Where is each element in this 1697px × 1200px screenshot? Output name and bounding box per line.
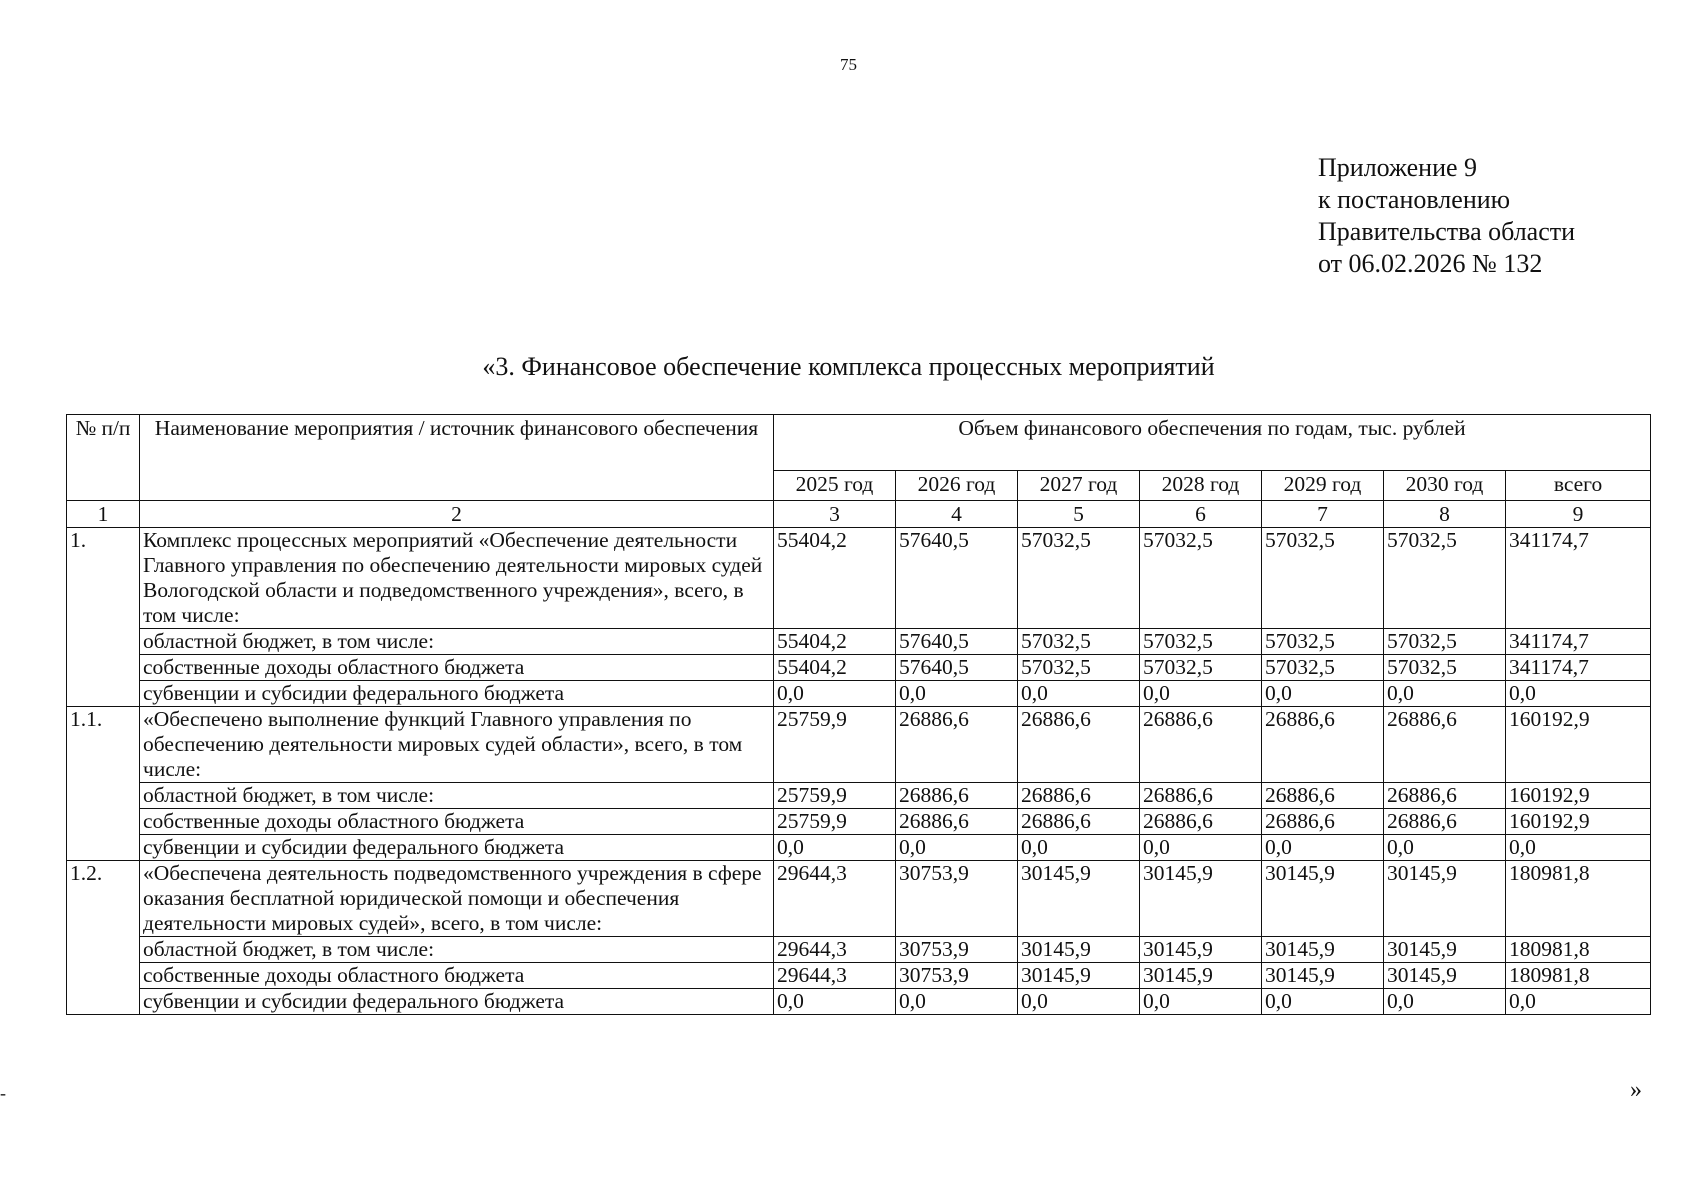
row-year-value: 30145,9	[1140, 937, 1262, 963]
row-year-value: 0,0	[1262, 835, 1384, 861]
row-name: субвенции и субсидии федерального бюджета	[140, 681, 774, 707]
row-year-value: 57032,5	[1018, 655, 1140, 681]
row-name: «Обеспечено выполнение функций Главного управления по обеспечению деятельности мировых судей области», всего, в том числе:	[140, 707, 774, 783]
header-total: всего	[1506, 471, 1651, 501]
row-year-value: 29644,3	[774, 937, 896, 963]
row-year-value: 0,0	[1140, 989, 1262, 1015]
row-year-value: 55404,2	[774, 528, 896, 629]
closing-quote: »	[1630, 1077, 1642, 1103]
header-num: № п/п	[67, 415, 140, 501]
margin-mark: -	[0, 1083, 6, 1103]
row-year-value: 30753,9	[896, 963, 1018, 989]
column-number: 5	[1018, 501, 1140, 528]
row-total-value: 160192,9	[1506, 707, 1651, 783]
table-row-source	[67, 681, 1651, 707]
header-volume: Объем финансового обеспечения по годам, тыс. рублей	[774, 415, 1651, 471]
row-year-value: 57032,5	[1140, 655, 1262, 681]
row-year-value: 0,0	[1140, 681, 1262, 707]
appendix-line: к постановлению	[1318, 185, 1511, 214]
column-number: 3	[774, 501, 896, 528]
row-total-value: 341174,7	[1506, 528, 1651, 629]
row-total-value: 341174,7	[1506, 655, 1651, 681]
row-year-value: 57032,5	[1384, 655, 1506, 681]
row-year-value: 26886,6	[896, 783, 1018, 809]
row-year-value: 26886,6	[1140, 707, 1262, 783]
row-year-value: 0,0	[1262, 989, 1384, 1015]
row-name: субвенции и субсидии федерального бюджета	[140, 989, 774, 1015]
column-number: 2	[140, 501, 774, 528]
row-year-value: 55404,2	[774, 655, 896, 681]
row-year-value: 57032,5	[1140, 528, 1262, 629]
row-total-value: 0,0	[1506, 989, 1651, 1015]
row-year-value: 26886,6	[1384, 783, 1506, 809]
row-year-value: 0,0	[1262, 681, 1384, 707]
row-year-value: 0,0	[1384, 989, 1506, 1015]
row-total-value: 160192,9	[1506, 783, 1651, 809]
appendix-line: от 06.02.2026 № 132	[1318, 249, 1543, 278]
row-year-value: 30145,9	[1262, 937, 1384, 963]
row-year-value: 29644,3	[774, 963, 896, 989]
row-year-value: 55404,2	[774, 629, 896, 655]
row-name: субвенции и субсидии федерального бюджета	[140, 835, 774, 861]
row-total-value: 180981,8	[1506, 861, 1651, 937]
row-name: собственные доходы областного бюджета	[140, 655, 774, 681]
row-year-value: 0,0	[1018, 989, 1140, 1015]
column-number: 9	[1506, 501, 1651, 528]
row-year-value: 26886,6	[1262, 783, 1384, 809]
row-year-value: 26886,6	[1018, 809, 1140, 835]
table-row-source	[67, 835, 1651, 861]
row-year-value: 25759,9	[774, 809, 896, 835]
header-year: 2030 год	[1384, 471, 1506, 501]
row-year-value: 0,0	[774, 681, 896, 707]
row-year-value: 0,0	[1384, 681, 1506, 707]
table-row-source	[67, 937, 1651, 963]
row-year-value: 57032,5	[1140, 629, 1262, 655]
row-year-value: 26886,6	[1018, 707, 1140, 783]
row-year-value: 29644,3	[774, 861, 896, 937]
table-row-source	[67, 809, 1651, 835]
column-number: 4	[896, 501, 1018, 528]
row-year-value: 26886,6	[896, 809, 1018, 835]
row-year-value: 30145,9	[1262, 861, 1384, 937]
row-year-value: 57032,5	[1262, 629, 1384, 655]
header-year: 2028 год	[1140, 471, 1262, 501]
table-row-main	[67, 861, 1651, 937]
row-year-value: 30753,9	[896, 937, 1018, 963]
row-year-value: 57640,5	[896, 528, 1018, 629]
row-name: собственные доходы областного бюджета	[140, 809, 774, 835]
row-year-value: 57032,5	[1018, 629, 1140, 655]
table-row-main	[67, 707, 1651, 783]
row-year-value: 25759,9	[774, 783, 896, 809]
row-total-value: 160192,9	[1506, 809, 1651, 835]
row-index: 1.2.	[67, 861, 140, 1015]
table-row-source	[67, 963, 1651, 989]
header-year: 2027 год	[1018, 471, 1140, 501]
row-year-value: 0,0	[774, 835, 896, 861]
table-row-source	[67, 989, 1651, 1015]
row-year-value: 57640,5	[896, 629, 1018, 655]
row-year-value: 0,0	[1018, 681, 1140, 707]
row-year-value: 30145,9	[1140, 861, 1262, 937]
row-year-value: 30145,9	[1384, 963, 1506, 989]
row-year-value: 26886,6	[1140, 783, 1262, 809]
row-name: Комплекс процессных мероприятий «Обеспечение деятельности Главного управления по обеспечению деятельности мировых судей Вологодской области и подведомственного учреждения», всего, в том числе:	[140, 528, 774, 629]
table-row-source	[67, 655, 1651, 681]
row-year-value: 57032,5	[1262, 655, 1384, 681]
row-year-value: 30145,9	[1262, 963, 1384, 989]
row-year-value: 30145,9	[1140, 963, 1262, 989]
row-year-value: 0,0	[896, 835, 1018, 861]
financing-table	[66, 414, 1651, 1015]
row-year-value: 26886,6	[1384, 809, 1506, 835]
row-total-value: 341174,7	[1506, 629, 1651, 655]
page-number: 75	[840, 55, 857, 74]
row-year-value: 26886,6	[1262, 809, 1384, 835]
row-index: 1.	[67, 528, 140, 707]
table-row-main	[67, 528, 1651, 629]
row-total-value: 180981,8	[1506, 937, 1651, 963]
header-name: Наименование мероприятия / источник финансового обеспечения	[140, 415, 774, 501]
row-name: собственные доходы областного бюджета	[140, 963, 774, 989]
row-total-value: 180981,8	[1506, 963, 1651, 989]
column-numbers-row	[67, 501, 1651, 528]
row-year-value: 57640,5	[896, 655, 1018, 681]
row-total-value: 0,0	[1506, 835, 1651, 861]
column-number: 7	[1262, 501, 1384, 528]
column-number: 6	[1140, 501, 1262, 528]
column-number: 1	[67, 501, 140, 528]
row-year-value: 25759,9	[774, 707, 896, 783]
row-total-value: 0,0	[1506, 681, 1651, 707]
row-year-value: 26886,6	[1018, 783, 1140, 809]
row-year-value: 26886,6	[1262, 707, 1384, 783]
row-year-value: 30145,9	[1018, 861, 1140, 937]
row-name: областной бюджет, в том числе:	[140, 629, 774, 655]
row-year-value: 30145,9	[1384, 861, 1506, 937]
row-year-value: 0,0	[896, 989, 1018, 1015]
document-title: «3. Финансовое обеспечение комплекса процессных мероприятий	[482, 352, 1215, 381]
row-year-value: 0,0	[1384, 835, 1506, 861]
row-year-value: 57032,5	[1384, 629, 1506, 655]
appendix-line: Правительства области	[1318, 217, 1576, 246]
table-row-source	[67, 629, 1651, 655]
appendix-line: Приложение 9	[1318, 153, 1478, 182]
row-year-value: 26886,6	[1140, 809, 1262, 835]
column-number: 8	[1384, 501, 1506, 528]
row-index: 1.1.	[67, 707, 140, 861]
row-year-value: 0,0	[774, 989, 896, 1015]
row-year-value: 30145,9	[1018, 963, 1140, 989]
row-year-value: 0,0	[1018, 835, 1140, 861]
row-year-value: 0,0	[1140, 835, 1262, 861]
row-year-value: 0,0	[896, 681, 1018, 707]
header-year: 2025 год	[774, 471, 896, 501]
row-year-value: 57032,5	[1262, 528, 1384, 629]
header-year: 2029 год	[1262, 471, 1384, 501]
row-name: областной бюджет, в том числе:	[140, 937, 774, 963]
row-year-value: 30753,9	[896, 861, 1018, 937]
row-year-value: 30145,9	[1018, 937, 1140, 963]
row-year-value: 57032,5	[1018, 528, 1140, 629]
row-year-value: 26886,6	[1384, 707, 1506, 783]
row-year-value: 57032,5	[1384, 528, 1506, 629]
header-year: 2026 год	[896, 471, 1018, 501]
table-row-source	[67, 783, 1651, 809]
row-year-value: 26886,6	[896, 707, 1018, 783]
row-name: областной бюджет, в том числе:	[140, 783, 774, 809]
row-name: «Обеспечена деятельность подведомственного учреждения в сфере оказания бесплатной юридической помощи и обеспечения деятельности мировых судей», всего, в том числе:	[140, 861, 774, 937]
row-year-value: 30145,9	[1384, 937, 1506, 963]
appendix-block	[1318, 152, 1575, 280]
